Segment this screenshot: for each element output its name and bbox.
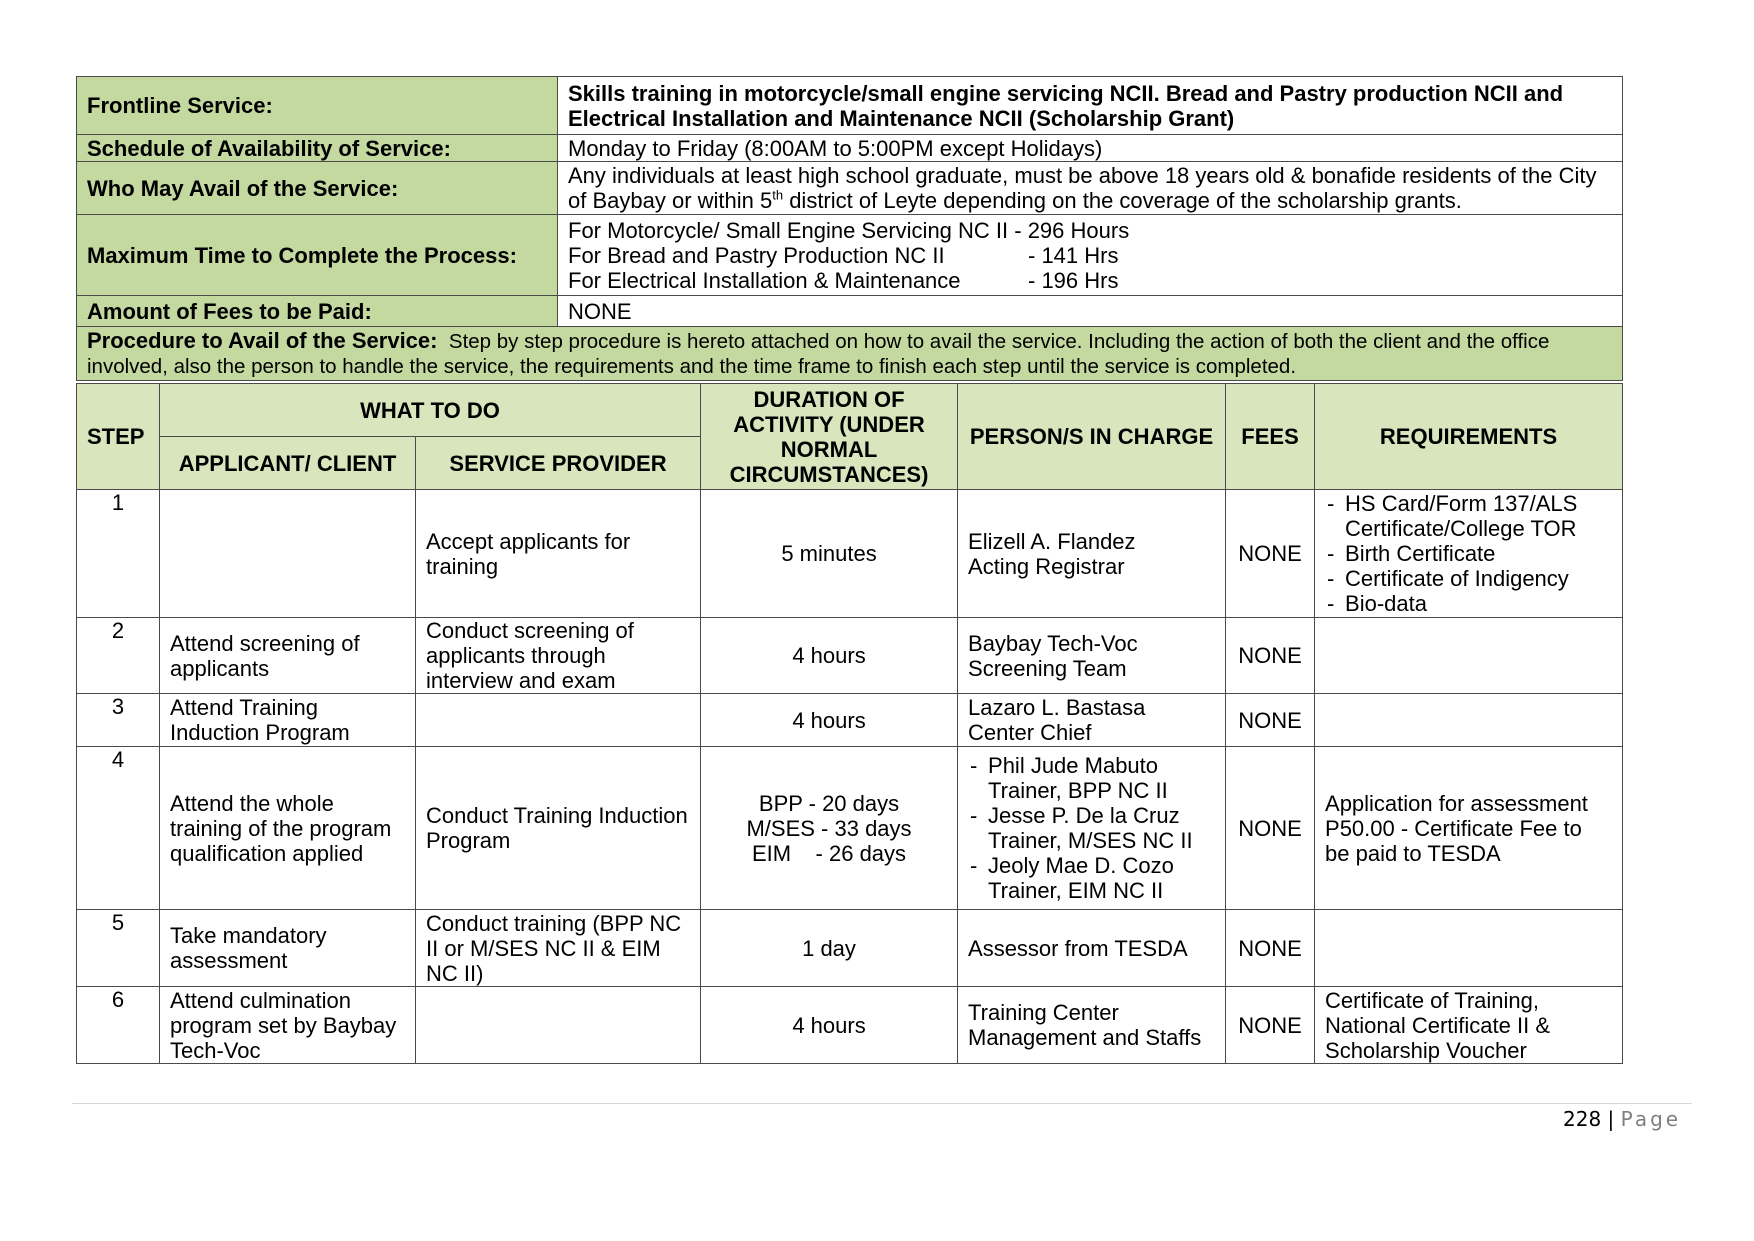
duration-cell: 4 hours bbox=[701, 618, 958, 694]
table-row bbox=[77, 987, 1623, 1064]
table-row bbox=[77, 747, 1623, 910]
person-cell bbox=[958, 490, 1226, 618]
applicant-cell: Take mandatory assessment bbox=[160, 910, 416, 987]
requirements-cell bbox=[1315, 618, 1623, 694]
header-duration: DURATION OF ACTIVITY (UNDER NORMAL CIRCUMSTANCES) bbox=[701, 384, 958, 490]
person-name: Lazaro L. Bastasa bbox=[968, 695, 1146, 720]
who-value-main: Any individuals at least high school graduate, must be above 18 years old & bonafide residents of the City of Baybay or within 5 bbox=[568, 163, 1597, 213]
footer-separator: | bbox=[1607, 1107, 1615, 1131]
person-item: - Phil Jude Mabuto Trainer, BPP NC II bbox=[968, 753, 1215, 803]
header-person: PERSON/S IN CHARGE bbox=[958, 384, 1226, 490]
person-item: - Jesse P. De la Cruz Trainer, M/SES NC II bbox=[968, 803, 1215, 853]
fees-cell: NONE bbox=[1226, 987, 1315, 1064]
max-time-line-name: For Electrical Installation & Maintenance bbox=[568, 267, 961, 293]
step-number: 5 bbox=[77, 910, 160, 987]
person-cell bbox=[958, 910, 1226, 987]
fees-cell: NONE bbox=[1226, 694, 1315, 747]
provider-cell: Accept applicants for training bbox=[416, 490, 701, 618]
schedule-value: Monday to Friday (8:00AM to 5:00PM except Holidays) bbox=[558, 135, 1623, 162]
header-step: STEP bbox=[77, 384, 160, 490]
procedure-label: Procedure to Avail of the Service: bbox=[87, 328, 438, 353]
fees-value: NONE bbox=[558, 296, 1623, 327]
footer-divider bbox=[72, 1103, 1692, 1104]
requirements-cell: Application for assessment P50.00 - Certificate Fee to be paid to TESDA bbox=[1315, 747, 1623, 910]
table-row bbox=[77, 618, 1623, 694]
person-cell bbox=[958, 618, 1226, 694]
header-row-1 bbox=[77, 384, 1623, 437]
person-name: Elizell A. Flandez bbox=[968, 528, 1136, 554]
max-time-line bbox=[568, 268, 1612, 293]
fees-cell: NONE bbox=[1226, 910, 1315, 987]
duration-line: M/SES - 33 days bbox=[746, 815, 912, 841]
max-time-label: Maximum Time to Complete the Process: bbox=[77, 215, 558, 296]
step-number: 2 bbox=[77, 618, 160, 694]
requirements-cell: Certificate of Training, National Certificate II & Scholarship Voucher bbox=[1315, 987, 1623, 1064]
person-name: Training Center bbox=[968, 1000, 1119, 1025]
provider-cell bbox=[416, 987, 701, 1064]
applicant-cell: Attend screening of applicants bbox=[160, 618, 416, 694]
duration-cell: 4 hours bbox=[701, 694, 958, 747]
page-number: 228 bbox=[1563, 1107, 1602, 1131]
header-fees: FEES bbox=[1226, 384, 1315, 490]
requirements-cell bbox=[1315, 490, 1623, 618]
max-time-line-name: For Bread and Pastry Production NC II bbox=[568, 242, 945, 268]
duration-cell bbox=[701, 747, 958, 910]
max-time-row bbox=[77, 215, 1623, 296]
table-row bbox=[77, 490, 1623, 618]
fees-row bbox=[77, 296, 1623, 327]
applicant-cell bbox=[160, 490, 416, 618]
fees-label: Amount of Fees to be Paid: bbox=[77, 296, 558, 327]
who-row bbox=[77, 162, 1623, 215]
fees-cell: NONE bbox=[1226, 747, 1315, 910]
procedure-cell bbox=[77, 327, 1623, 381]
service-info-table bbox=[76, 76, 1623, 381]
frontline-value: Skills training in motorcycle/small engine servicing NCII. Bread and Pastry production NCII and Electrical Installation and Maintenance NCII (Scholarship Grant) bbox=[558, 77, 1623, 135]
person-title: Acting Registrar bbox=[968, 553, 1125, 579]
who-value bbox=[558, 162, 1623, 215]
header-what-to-do: WHAT TO DO bbox=[160, 384, 701, 437]
who-label: Who May Avail of the Service: bbox=[77, 162, 558, 215]
person-title: Center Chief bbox=[968, 720, 1092, 745]
applicant-cell: Attend the whole training of the program qualification applied bbox=[160, 747, 416, 910]
schedule-row bbox=[77, 135, 1623, 162]
who-value-superscript: th bbox=[772, 187, 784, 203]
max-time-line-hours: - 196 Hrs bbox=[1028, 267, 1119, 293]
schedule-label: Schedule of Availability of Service: bbox=[77, 135, 558, 162]
duration-cell: 4 hours bbox=[701, 987, 958, 1064]
persons-list bbox=[968, 753, 1215, 903]
requirements-list bbox=[1325, 491, 1612, 616]
step-number: 1 bbox=[77, 490, 160, 618]
max-time-line bbox=[568, 218, 1612, 243]
duration-line: BPP - 20 days bbox=[758, 790, 900, 816]
procedure-table bbox=[76, 383, 1623, 1064]
fees-cell: NONE bbox=[1226, 490, 1315, 618]
frontline-label: Frontline Service: bbox=[77, 77, 558, 135]
requirements-cell bbox=[1315, 694, 1623, 747]
requirement-item: - Bio-data bbox=[1325, 591, 1612, 616]
fees-cell: NONE bbox=[1226, 618, 1315, 694]
person-item: - Jeoly Mae D. Cozo Trainer, EIM NC II bbox=[968, 853, 1215, 903]
table-row bbox=[77, 910, 1623, 987]
header-requirements: REQUIREMENTS bbox=[1315, 384, 1623, 490]
provider-cell bbox=[416, 694, 701, 747]
duration-cell: 5 minutes bbox=[701, 490, 958, 618]
person-name: Baybay Tech-Voc bbox=[968, 630, 1138, 656]
requirement-item: - Birth Certificate bbox=[1325, 541, 1612, 566]
step-number: 4 bbox=[77, 747, 160, 910]
requirement-item: - Certificate of Indigency bbox=[1325, 566, 1612, 591]
header-provider: SERVICE PROVIDER bbox=[416, 437, 701, 490]
requirement-item: - HS Card/Form 137/ALS Certificate/College TOR bbox=[1325, 491, 1612, 541]
person-title: Management and Staffs bbox=[968, 1025, 1202, 1050]
max-time-line bbox=[568, 243, 1612, 268]
person-name: Assessor from TESDA bbox=[968, 935, 1188, 961]
duration-line: EIM - 26 days bbox=[751, 840, 907, 866]
max-time-value bbox=[558, 215, 1623, 296]
procedure-row bbox=[77, 327, 1623, 381]
duration-cell: 1 day bbox=[701, 910, 958, 987]
step-number: 3 bbox=[77, 694, 160, 747]
applicant-cell: Attend culmination program set by Baybay Tech-Voc bbox=[160, 987, 416, 1064]
frontline-row bbox=[77, 77, 1623, 135]
header-applicant: APPLICANT/ CLIENT bbox=[160, 437, 416, 490]
person-cell bbox=[958, 694, 1226, 747]
provider-cell: Conduct screening of applicants through interview and exam bbox=[416, 618, 701, 694]
page-word: Page bbox=[1620, 1107, 1682, 1131]
provider-cell: Conduct training (BPP NC II or M/SES NC II & EIM NC II) bbox=[416, 910, 701, 987]
table-row bbox=[77, 694, 1623, 747]
requirements-cell bbox=[1315, 910, 1623, 987]
max-time-line-name: For Motorcycle/ Small Engine Servicing NC II - 296 Hours bbox=[568, 217, 1130, 243]
person-title: Screening Team bbox=[968, 655, 1127, 681]
page-footer bbox=[1563, 1107, 1681, 1131]
max-time-line-hours: - 141 Hrs bbox=[1028, 242, 1119, 268]
who-value-rest: district of Leyte depending on the coverage of the scholarship grants. bbox=[783, 188, 1462, 213]
step-number: 6 bbox=[77, 987, 160, 1064]
applicant-cell: Attend Training Induction Program bbox=[160, 694, 416, 747]
provider-cell: Conduct Training Induction Program bbox=[416, 747, 701, 910]
person-cell bbox=[958, 987, 1226, 1064]
procedure-text: Step by step procedure is hereto attached on how to avail the service. Including the action of both the client and the office involved, also the person to handle the service, the requirements and the time frame to finish each step until the service is completed. bbox=[87, 330, 1550, 378]
person-cell bbox=[958, 747, 1226, 910]
